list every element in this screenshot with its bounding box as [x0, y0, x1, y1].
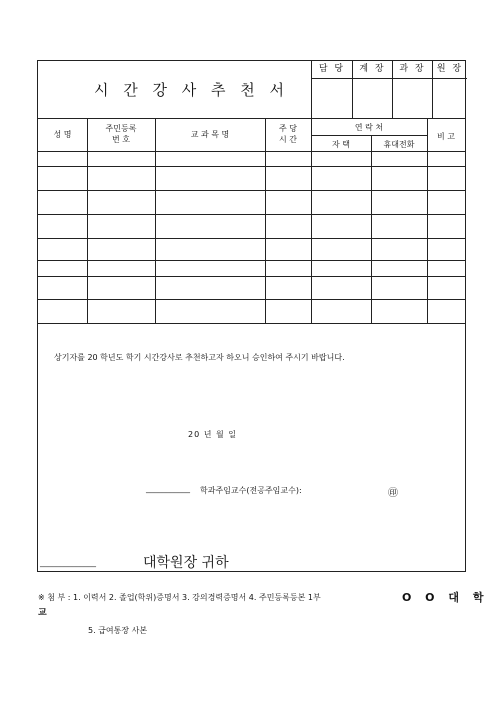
col-divider: [371, 135, 372, 323]
signer-label: 학과주임교수(전공주임교수):: [200, 486, 302, 495]
recommendation-statement: 상기자를 20 학년도 학기 시간강사로 추천하고자 하오니 승인하여 주시기 바랍니다.: [54, 353, 345, 362]
header-home-phone: 자 택: [332, 140, 350, 149]
header-name: 성 명: [53, 130, 72, 139]
header-remarks: 비 고: [437, 132, 455, 141]
approval-label-3: 과 장: [399, 64, 426, 74]
table-bottom-line: [38, 323, 465, 324]
col-divider: [87, 118, 88, 323]
approval-cell-2: [352, 61, 392, 118]
recipient-blank: ______________: [40, 558, 96, 567]
table-row-line: [38, 276, 465, 277]
table-top-line: [38, 118, 465, 119]
table-row-line: [38, 260, 465, 261]
table-row-line: [38, 299, 465, 300]
col-divider: [427, 118, 428, 323]
date-line: 20 년 월 일: [188, 430, 237, 439]
university-name: O O 대 학: [402, 591, 489, 604]
recommendation-form: [37, 60, 466, 572]
approval-cell-1: [312, 61, 352, 118]
signer-blank: ___________: [146, 484, 190, 493]
table-header-bottom: [38, 151, 465, 152]
header-mobile: 휴대전화: [383, 140, 415, 149]
col-divider: [155, 118, 156, 323]
header-rrn: 주민등록 번 호: [105, 124, 137, 144]
university-name-tail: 교: [38, 608, 47, 618]
attachment-list: ※ 첨 부 : 1. 이력서 2. 졸업(학위)증명서 3. 강의경력증명서 4. 주민등록등본 1부: [38, 593, 321, 602]
table-row-line: [38, 214, 465, 215]
header-subject: 교 과 목 명: [190, 130, 230, 139]
approval-label-2: 계 장: [359, 64, 386, 74]
table-row-line: [38, 166, 465, 167]
approval-cell-4: [432, 61, 467, 118]
seal-mark: ㊞: [388, 488, 398, 499]
attachment-item-5: 5. 급여통장 사본: [88, 626, 148, 635]
approval-label-4: 원 장: [436, 64, 464, 74]
approval-box: [311, 61, 467, 118]
header-weekly-hours: 주 당 시 간: [279, 124, 297, 144]
approval-cell-3: [392, 61, 432, 118]
recipient: 대학원장 귀하: [143, 555, 229, 571]
table-row-line: [38, 190, 465, 191]
table-row-line: [38, 238, 465, 239]
col-divider: [265, 118, 266, 323]
contact-subheader-line: [311, 135, 427, 136]
header-contact: 연 락 처: [354, 123, 384, 132]
form-title: 시 간 강 사 추 천 서: [94, 81, 290, 99]
approval-label-1: 담 당: [318, 64, 346, 74]
